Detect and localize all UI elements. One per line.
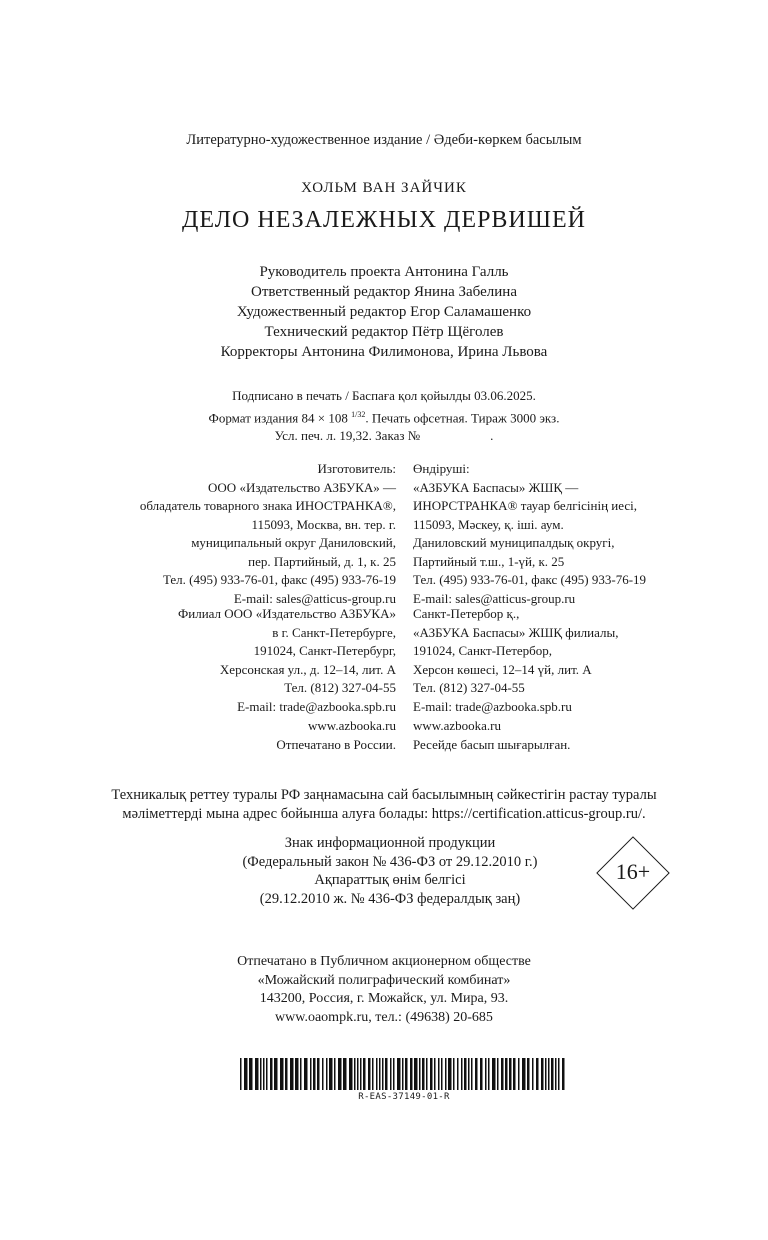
barcode-bar: [390, 1058, 392, 1090]
barcode-bar: [255, 1058, 259, 1090]
certification-line: мәліметтерді мына адрес бойынша алуға болады: https://certification.atticus-group.ru/.: [122, 805, 646, 822]
sign-line: Ақпараттық өнім белгісі: [314, 872, 466, 888]
barcode-bar: [300, 1058, 302, 1090]
barcode-bar: [402, 1058, 404, 1090]
barcode-bar: [240, 1058, 242, 1090]
credit-line: Технический редактор Пётр Щёголев: [264, 324, 504, 340]
barcode-bar: [343, 1058, 347, 1090]
barcode-bar: [322, 1058, 324, 1090]
certification-note: [0, 786, 768, 823]
barcode-bar: [501, 1058, 504, 1090]
branch-kz: [413, 605, 618, 716]
barcode-bar: [541, 1058, 544, 1090]
barcode-bar: [434, 1058, 436, 1090]
order-end: .: [490, 428, 494, 444]
imprint-line: Отпечатано в России.: [276, 736, 396, 752]
imprint-line: Тел. (495) 933-76-01, факс (495) 933-76-19: [413, 572, 647, 587]
imprint-line: «АЗБУКА Баспасы» ЖШҚ филиалы,: [413, 624, 619, 640]
barcode-bar: [274, 1058, 278, 1090]
barcode-bar: [249, 1058, 253, 1090]
barcode-bar: [405, 1058, 408, 1090]
barcode-bar: [382, 1058, 384, 1090]
order-line: [0, 427, 768, 446]
barcode-bar: [317, 1058, 320, 1090]
imprint-line: 115093, Мәскеу, қ. ішi. аум.: [413, 516, 564, 532]
format-line: [0, 406, 768, 428]
barcode-bar: [357, 1058, 359, 1090]
imprint-line: E-mail: sales@atticus-group.ru: [413, 590, 576, 606]
book-title: ДЕЛО НЕЗАЛЕЖНЫХ ДЕРВИШЕЙ: [182, 207, 586, 233]
sign-line: (Федеральный закон № 436-ФЗ от 29.12.2010 г.): [242, 853, 538, 870]
barcode-bar: [422, 1058, 425, 1090]
barcode-bar: [349, 1058, 353, 1090]
barcode-bar: [438, 1058, 440, 1090]
imprint-line: Тел. (495) 933-76-01, факс (495) 933-76-19: [162, 572, 396, 587]
age-rating-label: 16+: [615, 859, 651, 884]
printer-info: [0, 953, 768, 1027]
credits-list: [0, 262, 768, 362]
imprint-line: муниципальный округ Даниловский,: [191, 535, 396, 550]
barcode-bar: [280, 1058, 284, 1090]
manufacturer-kz: [413, 460, 646, 608]
barcode-bar: [410, 1058, 413, 1090]
barcode-bar: [270, 1058, 273, 1090]
imprint-line: www.azbooka.ru: [413, 718, 501, 733]
barcode-bar: [430, 1058, 433, 1090]
imprint-line: E-mail: trade@azbooka.spb.ru: [413, 698, 572, 714]
imprint-line: Ресейде басып шығарылған.: [413, 736, 571, 752]
printer-line: www.oaompk.ru, тел.: (49638) 20-685: [275, 1009, 493, 1025]
barcode-bar: [354, 1058, 356, 1090]
barcode-bar: [468, 1058, 470, 1090]
barcode-bar: [453, 1058, 455, 1090]
imprint-line: Санкт-Петербор қ.,: [413, 606, 520, 621]
barcode-bar: [338, 1058, 342, 1090]
barcode-bar: [551, 1058, 554, 1090]
barcode-bar: [419, 1058, 421, 1090]
barcode-bar: [334, 1058, 336, 1090]
format-suffix: . Печать офсетная. Тираж 3000 экз.: [365, 409, 560, 425]
barcode-bar: [532, 1058, 534, 1090]
imprint-line: www.azbooka.ru: [308, 718, 396, 733]
barcode-bar: [522, 1058, 526, 1090]
barcode-bar: [304, 1058, 308, 1090]
barcode-bar: [505, 1058, 508, 1090]
publication-type: Литературно-художественное издание / Әдеби-көркем басылым: [186, 132, 582, 148]
barcode-bar: [393, 1058, 395, 1090]
barcode-bar: [497, 1058, 499, 1090]
barcode-bar: [555, 1058, 557, 1090]
barcode-bar: [290, 1058, 294, 1090]
credit-line: Корректоры Антонина Филимонова, Ирина Львова: [220, 344, 548, 360]
barcode-bar: [368, 1058, 371, 1090]
branch-ru: [178, 605, 396, 716]
barcode-bar: [562, 1058, 565, 1090]
barcode-bar: [441, 1058, 443, 1090]
sign-line: Знак информационной продукции: [284, 835, 496, 851]
barcode-bar: [558, 1058, 560, 1090]
imprint-line: E-mail: sales@atticus-group.ru: [233, 590, 396, 606]
imprint-line: 191024, Санкт-Петербор,: [413, 643, 553, 658]
barcode-bar: [397, 1058, 401, 1090]
barcode-bar: [329, 1058, 333, 1090]
website-kz: [413, 717, 570, 754]
barcode-bar: [426, 1058, 428, 1090]
barcode-bar: [310, 1058, 312, 1090]
imprint-line: 115093, Москва, вн. тер. г.: [251, 516, 396, 532]
order-label: Усл. печ. л. 19,32. Заказ №: [274, 428, 421, 444]
imprint-line: Өндіруші:: [413, 461, 470, 476]
website-ru: [276, 717, 396, 754]
format-prefix: Формат издания 84 × 108: [208, 409, 352, 425]
barcode-bar: [376, 1058, 378, 1090]
barcode-bar: [548, 1058, 550, 1090]
barcode-bar: [295, 1058, 299, 1090]
barcode-bar: [360, 1058, 362, 1090]
barcode-bar: [527, 1058, 530, 1090]
manufacturer-ru: [140, 460, 396, 608]
signed-line: Подписано в печать / Баспаға қол қойылды 03.06.2025.: [232, 388, 536, 403]
imprint-line: Филиал ООО «Издательство АЗБУКА»: [177, 606, 396, 621]
barcode-bar: [509, 1058, 512, 1090]
barcode-bar: [372, 1058, 374, 1090]
imprint-line: 191024, Санкт-Петербург,: [253, 643, 396, 658]
printer-line: «Можайский полиграфический комбинат»: [257, 972, 511, 988]
imprint-line: обладатель товарного знака ИНОСТРАНКА®,: [139, 498, 396, 513]
info-product-sign: [200, 834, 580, 908]
barcode-bar: [326, 1058, 328, 1090]
imprint-line: пер. Партийный, д. 1, к. 25: [248, 553, 396, 569]
barcode-bar: [457, 1058, 459, 1090]
barcode-bar: [266, 1058, 268, 1090]
barcode-bar: [414, 1058, 418, 1090]
imprint-line: Тел. (812) 327-04-55: [413, 680, 525, 695]
barcode-bar: [475, 1058, 478, 1090]
barcode-bar: [488, 1058, 490, 1090]
barcode-bar: [513, 1058, 516, 1090]
barcode: [240, 1058, 568, 1090]
credit-line: Ответственный редактор Янина Забелина: [251, 284, 517, 300]
print-info: [0, 387, 768, 446]
barcode-bar: [471, 1058, 473, 1090]
barcode-bar: [492, 1058, 496, 1090]
credit-line: Руководитель проекта Антонина Галль: [259, 264, 509, 280]
barcode-bar: [445, 1058, 447, 1090]
imprint-line: Партийный т.ш., 1-үй, к. 25: [413, 553, 565, 569]
imprint-line: E-mail: trade@azbooka.spb.ru: [237, 698, 396, 714]
printer-line: Отпечатано в Публичном акционерном обществе: [237, 954, 531, 969]
certification-line: Техникалық реттеу туралы РФ заңнамасына сай басылымның сәйкестігін растау туралы: [111, 787, 657, 803]
imprint-line: в г. Санкт-Петербурге,: [272, 624, 396, 640]
barcode-text: R-EAS-37149-01-R: [358, 1092, 450, 1102]
barcode-bar: [536, 1058, 539, 1090]
barcode-bar: [363, 1058, 366, 1090]
barcode-bar: [260, 1058, 262, 1090]
barcode-bar: [379, 1058, 381, 1090]
barcode-bar: [480, 1058, 483, 1090]
barcode-bar: [545, 1058, 547, 1090]
credit-line: Художественный редактор Егор Саламашенко: [236, 304, 532, 320]
barcode-bar: [285, 1058, 288, 1090]
imprint-line: ИНОРСТРАНКА® тауар белгісінің иесі,: [413, 498, 637, 513]
barcode-bar: [448, 1058, 452, 1090]
barcode-bar: [464, 1058, 467, 1090]
barcode-bar: [461, 1058, 463, 1090]
format-fraction: 1/32: [351, 409, 366, 419]
barcode-bar: [313, 1058, 316, 1090]
author-name: ХОЛЬМ ВАН ЗАЙЧИК: [301, 180, 467, 196]
imprint-line: ООО «Издательство АЗБУКА» —: [208, 479, 396, 495]
imprint-line: Даниловский муниципалдық округі,: [413, 535, 615, 550]
sign-line: (29.12.2010 ж. № 436-ФЗ федералдық заң): [259, 890, 521, 907]
barcode-bar: [518, 1058, 520, 1090]
imprint-line: Херсонская ул., д. 12–14, лит. А: [219, 661, 396, 677]
barcode-bar: [485, 1058, 487, 1090]
imprint-line: Тел. (812) 327-04-55: [284, 680, 396, 695]
barcode-bar: [385, 1058, 388, 1090]
barcode-bar: [244, 1058, 248, 1090]
barcode-bar: [263, 1058, 265, 1090]
printer-line: 143200, Россия, г. Можайск, ул. Мира, 93.: [259, 991, 509, 1006]
imprint-line: «АЗБУКА Баспасы» ЖШҚ —: [413, 479, 579, 495]
imprint-line: Херсон көшесі, 12–14 үй, лит. А: [413, 661, 592, 677]
imprint-line: Изготовитель:: [317, 461, 396, 476]
